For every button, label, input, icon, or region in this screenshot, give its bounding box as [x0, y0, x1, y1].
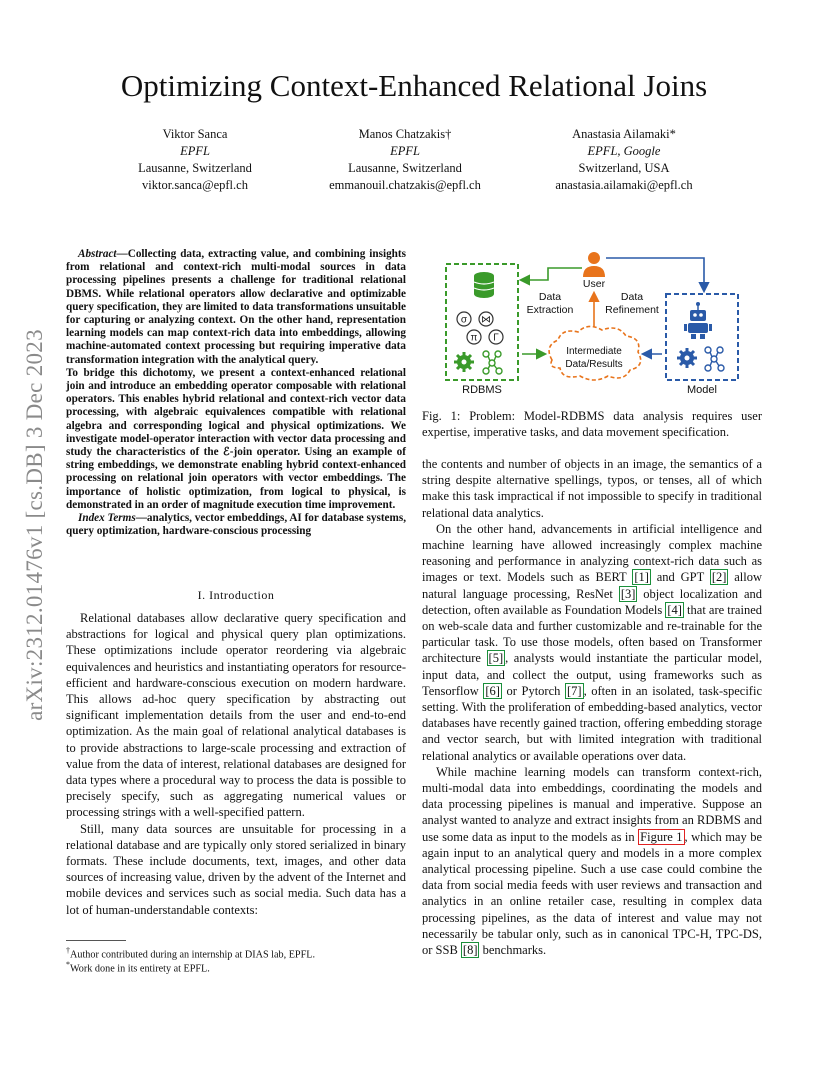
author-name: Anastasia Ailamaki*	[572, 127, 676, 141]
footnote	[66, 958, 406, 975]
abstract	[66, 248, 406, 538]
author-name: Viktor Sanca	[162, 127, 228, 141]
user-to-model-arrow	[606, 258, 704, 290]
citation-link[interactable]: [3]	[620, 586, 636, 601]
arxiv-identifier-text: arXiv:2312.01476v1 [cs.DB] 3 Dec 2023	[22, 329, 47, 721]
author-block	[305, 126, 505, 194]
index-terms: —analytics, vector embeddings, AI for database systems, query optimization, hardware-conscious processing	[66, 512, 406, 538]
section-heading: I. Introduction	[197, 588, 275, 602]
data-refinement-label-1: Data	[620, 291, 644, 303]
author-affiliation: EPFL, Google	[587, 144, 661, 158]
author-location: Switzerland, USA	[578, 161, 670, 175]
gamma-label: Γ	[493, 332, 499, 344]
data-extraction-label-2: Extraction	[526, 304, 574, 316]
gear-icon	[454, 352, 474, 372]
intermediate-label-1: Intermediate	[566, 346, 622, 357]
model-network-icon	[705, 347, 724, 371]
user-to-rdbms-arrow	[522, 268, 582, 280]
citation-link[interactable]: [4]	[667, 602, 682, 617]
data-extraction-label-1: Data	[538, 291, 562, 303]
footnote-rule	[66, 940, 126, 941]
model-label: Model	[687, 384, 717, 396]
author-email[interactable]: emmanouil.chatzakis@epfl.ch	[329, 178, 481, 192]
author-affiliation: EPFL	[390, 144, 420, 158]
citation-link[interactable]: [5]	[488, 651, 504, 666]
author-email[interactable]: viktor.sanca@epfl.ch	[142, 178, 248, 192]
intermediate-label-2: Data/Results	[565, 359, 623, 370]
rdbms-label: RDBMS	[462, 384, 502, 396]
author-location: Lausanne, Switzerland	[138, 161, 252, 175]
user-icon	[583, 252, 605, 277]
citation-link[interactable]: [7]	[566, 683, 582, 698]
citation-link[interactable]: [2]	[711, 570, 727, 585]
arxiv-identifier	[21, 290, 49, 760]
author-name: Manos Chatzakis†	[358, 127, 452, 141]
abstract-paragraph-1: —Collecting data, extracting value, and combining insights from relational and context-rich multi-modal sources in data processing pipelines presents a challenge for traditional relational DBMS. While relational operators allow declarative and optimizable query specification, they are limited to data transformations unsuitable for capturing or analyzing context. On the other hand, representation learning models can map context-rich data into embeddings, allowing machine-automated context processing but requiring imperative data transformation integration with the analytical query.	[66, 248, 406, 366]
figure-link[interactable]: Figure 1	[640, 829, 683, 844]
figure-1	[432, 250, 752, 400]
footnote-mark: †	[66, 946, 70, 955]
footnote-mark: *	[66, 960, 70, 969]
intro-paragraph: Relational databases allow declarative query specification and abstractions for logical and physical query plan optimizations. These optimizations include operator reordering via algebraic equivalences and heuristics and instantiating operators for resource-efficient and hardware-conscious execution on modern hardware. This allows ad-hoc query specification by abstracting out significant implementation details from the user and end-to-end optimization. As the main goal of relational analytical databases is to provide abstractions to large-scale processing and extraction of value from the data of interest, relational databases are designed for data types where a procedural way to process the data is possible to precisely specify, such as aggregating numerical values or processing strings with a well-specified pattern.	[66, 611, 406, 820]
data-refinement-label-2: Refinement	[605, 304, 659, 316]
citation-link[interactable]: [8]	[462, 943, 478, 958]
author-block	[524, 126, 724, 194]
figure-caption: Fig. 1: Problem: Model-RDBMS data analysis requires user expertise, imperative tasks, and data movement specification.	[422, 409, 762, 440]
author-email[interactable]: anastasia.ailamaki@epfl.ch	[555, 178, 693, 192]
sigma-label: σ	[460, 314, 468, 326]
body-paragraph: On the other hand, advancements in artificial intelligence and machine learning have allowed increasingly complex machine reasoning and performance in analyzing context-rich data such as images or text. Models such as BERT [1] and GPT [2] allow natural language processing, ResNet [3] object localization and detection, often available as Foundation Models [4] that are trained on web-scale data and further customizable and re-trainable for the particular task. To use those models, often based on Transformer architecture [5] , analysts would instantiate the particular model, input data, and collect the output, using frameworks such as Tensorflow [6] or Pytorch [7] , often in an isolated, task-specific setting. With the proliferation of embedding-based analytics, vector databases have recently gained traction, offering embedding storage and vector search, but with limited integration with traditional relational analytics or available operations over data.	[422, 521, 763, 763]
right-column-text	[422, 456, 762, 958]
citation-link[interactable]: [6]	[485, 683, 500, 698]
author-location: Lausanne, Switzerland	[348, 161, 462, 175]
citation-link[interactable]: [1]	[634, 570, 649, 585]
pi-label: π	[470, 332, 478, 344]
abstract-lead: Abstract	[78, 248, 117, 260]
database-icon	[474, 272, 494, 298]
robot-icon	[684, 302, 712, 339]
model-gear-icon	[677, 348, 697, 368]
footnote-text: Work done in its entirety at EPFL.	[70, 963, 210, 975]
footnote-text: Author contributed during an internship at DIAS lab, EPFL.	[70, 949, 316, 961]
paper-title: Optimizing Context-Enhanced Relational Joins	[120, 68, 708, 103]
body-paragraph: While machine learning models can transform context-rich, multi-modal data into embeddings, coordinating the models and data processing pipelines is manual and imperative. Suppose an analyst wanted to analyze and extract insights from an RDBMS and use some data as input to the models as in Figure 1 , which may be again input to an analytical query and models in a more complex analytical processing pipeline. Such a use case could combine the data from social media feeds with user reviews and transaction and analytics in an online retailer case, resulting in complex data processing pipelines, as the data of interest and value may not necessarily be tabular only, such as in canonical TPC-H, TPC-DS, or SSB [8] benchmarks.	[422, 764, 762, 958]
author-affiliation: EPFL	[180, 144, 210, 158]
network-icon	[483, 351, 502, 374]
user-label: User	[582, 278, 606, 290]
author-block	[95, 126, 295, 194]
introduction-text	[66, 610, 406, 918]
index-terms-lead: Index Terms	[78, 512, 136, 525]
abstract-paragraph-2: To bridge this dichotomy, we present a context-enhanced relational join and introduce an embedding operator composable with relational operators. This enables hybrid relational and context-rich vector data processing, with algebraic equivalences compatible with relational algebra and corresponding logical and physical optimizations. We investigate model-operator interaction with vector data processing and study the characteristics of the ℰ-join operator. Using an example of string embeddings, we demonstrate enabling hybrid context-enhanced processing on relational join operators with vector embeddings. The importance of holistic optimization, from logical to physical, is demonstrated in an order of magnitude execution time improvement.	[66, 366, 406, 511]
body-paragraph: the contents and number of objects in an image, the semantics of a string despite alternative spellings, typos, or tenses, all of which make this task impractical if not impossible to specify in traditional relational data analytics.	[422, 457, 762, 520]
join-label: ⋈	[481, 314, 491, 326]
intro-paragraph: Still, many data sources are unsuitable for processing in a relational database and are typically only stored serialized in binary formats. These include documents, text, images, and other data sources of increasing value, driven by the advent of the Internet and mobile devices and services such as social media. Such data has a lot of human-understandable contexts:	[66, 821, 406, 917]
